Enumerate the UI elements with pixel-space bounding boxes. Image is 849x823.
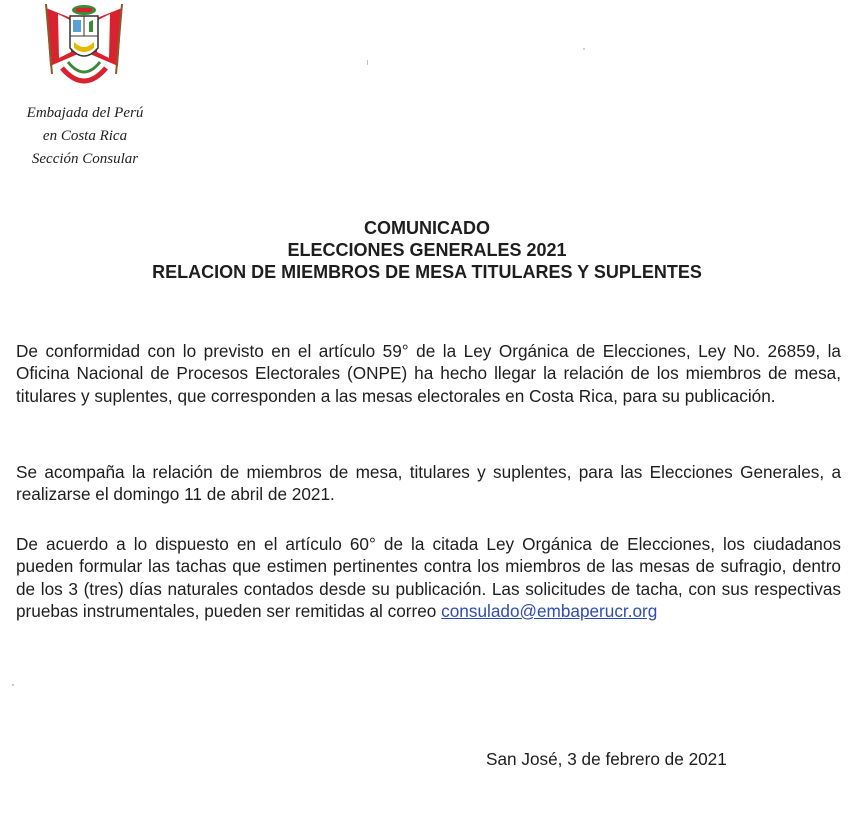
document-title xyxy=(50,217,804,283)
scan-speck xyxy=(583,48,585,50)
office-line-section: Sección Consular xyxy=(31,151,139,167)
paragraph-2: Se acompaña la relación de miembros de mesa, titulares y suplentes, para las Elecciones Generales, a realizarse el domingo 11 de abril de 2021. xyxy=(16,462,841,505)
office-header xyxy=(0,102,170,171)
office-line-embassy: Embajada del Perú xyxy=(26,105,144,121)
scan-speck xyxy=(12,684,14,686)
office-line-country: en Costa Rica xyxy=(42,128,128,144)
title-line-comunicado: COMUNICADO xyxy=(364,218,490,238)
scan-speck xyxy=(367,60,368,65)
place-and-date: San José, 3 de febrero de 2021 xyxy=(486,749,727,769)
email-link[interactable]: consulado@embaperucr.org xyxy=(441,600,658,621)
paragraph-3-text: De acuerdo a lo dispuesto en el artículo 60° de la citada Ley Orgánica de Elecciones, los ciudadanos pueden formular las tachas que estimen pertinentes contra los miembros de las mesas de sufragio, dentro de los 3 (tres) días naturales contados desde su publicación. Las solicitudes de tacha, con sus respectivas pruebas instrumentales, pueden ser remitidas al correo xyxy=(16,534,841,621)
paragraph-3 xyxy=(16,533,841,622)
title-line-relacion: RELACION DE MIEMBROS DE MESA TITULARES Y SUPLENTES xyxy=(152,262,702,282)
title-line-elecciones: ELECCIONES GENERALES 2021 xyxy=(287,240,567,260)
paragraph-1: De conformidad con lo previsto en el artículo 59° de la Ley Orgánica de Elecciones, Ley No. 26859, la Oficina Nacional de Procesos Electorales (ONPE) ha hecho llegar la relación de los miembros de mesa, titulares y suplentes, que corresponden a las mesas electorales en Costa Rica, para su publicación. xyxy=(16,341,841,406)
coat-of-arms-icon xyxy=(40,2,128,92)
